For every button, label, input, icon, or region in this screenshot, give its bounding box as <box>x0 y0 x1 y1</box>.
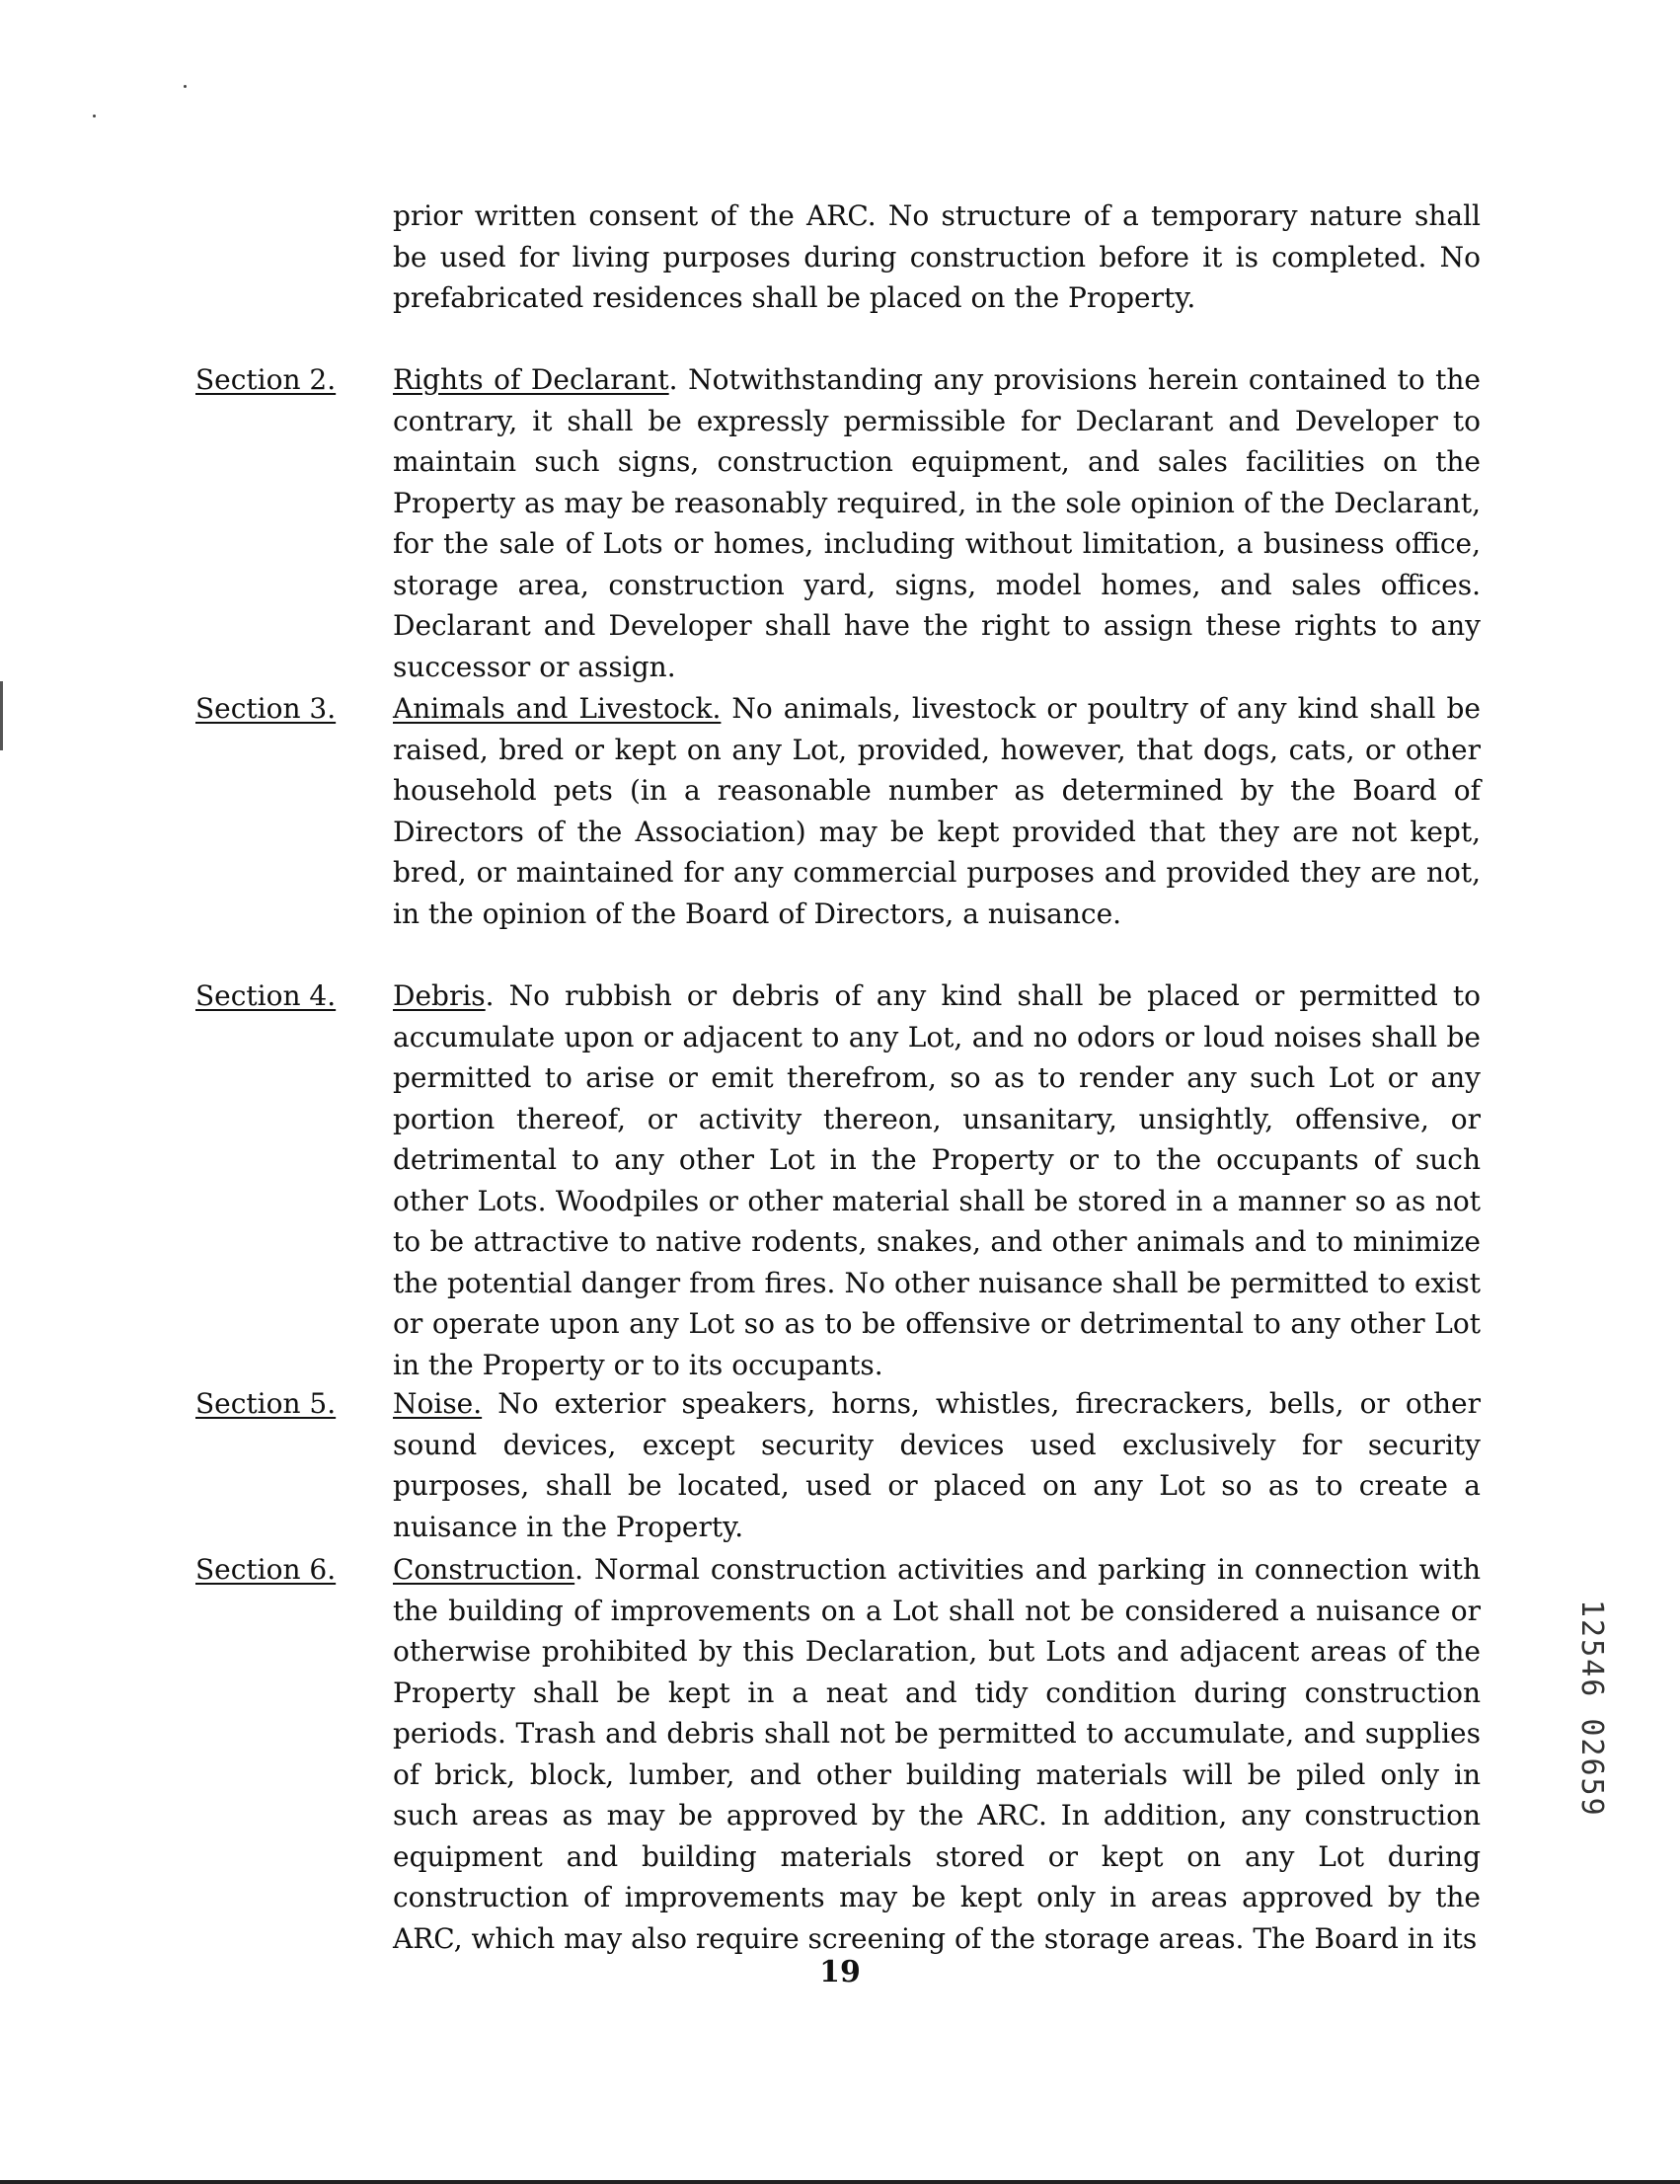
section-2-heading: Rights of Declarant <box>393 363 669 396</box>
section-3-text: No animals, livestock or poultry of any kind shall be raised, bred or kept on any Lot, provided, however, that dogs, cats, or other household pets (in a reasonable number as determined by the Board of Directors of the Association) may be kept provided that they are not kept, bred, or maintained for any commercial purposes and provided they are not, in the opinion of the Board of Directors, a nuisance. <box>393 692 1481 930</box>
margin-recording-stamp <box>1574 1599 1629 1856</box>
section-2-body <box>393 359 1481 687</box>
section-4-body <box>393 975 1481 1385</box>
section-6-text: . Normal construction activities and parking in connection with the building of improvements on a Lot shall not be considered a nuisance or otherwise prohibited by this Declaration, but Lots and adjacent areas of the Property shall be kept in a neat and tidy condition during construction periods. Trash and debris shall not be permitted to accumulate, and supplies of brick, block, lumber, and other building materials will be piled only in such areas as may be approved by the ARC. In addition, any construction equipment and building materials stored or kept on any Lot during construction of improvements may be kept only in areas approved by the ARC, which may also require screening of the storage areas. The Board in its <box>393 1553 1481 1955</box>
section-6-body <box>393 1549 1481 1959</box>
section-4-label: Section 4. <box>195 979 337 1012</box>
section-6-label: Section 6. <box>195 1553 337 1586</box>
scan-edge-mark <box>0 681 3 750</box>
section-5-heading: Noise. <box>393 1387 483 1420</box>
intro-paragraph: prior written consent of the ARC. No structure of a temporary nature shall be used for living purposes during construction before it is completed. No prefabricated residences shall be placed on the Property. <box>393 199 1481 314</box>
section-4-text: . No rubbish or debris of any kind shall be placed or permitted to accumulate upon or adjacent to any Lot, and no odors or loud noises shall be permitted to arise or emit therefrom, so as to render any such Lot or any portion thereof, or activity thereon, unsanitary, unsightly, offensive, or detrimental to any other Lot in the Property or to the occupants of such other Lots. Woodpiles or other material shall be stored in a manner so as not to be attractive to native rodents, snakes, and other animals and to minimize the potential danger from fires. No other nuisance shall be permitted to exist or operate upon any Lot so as to be offensive or detrimental to any other Lot in the Property or to its occupants. <box>393 979 1481 1381</box>
section-5-label: Section 5. <box>195 1387 337 1420</box>
section-3-label: Section 3. <box>195 692 337 725</box>
section-3-body <box>393 688 1481 934</box>
margin-stamp-text: 12546 02659 <box>1574 1599 1609 1818</box>
section-4-heading: Debris <box>393 979 486 1012</box>
scan-speck <box>184 85 187 88</box>
scan-speck <box>93 115 96 117</box>
scan-bottom-edge <box>0 2180 1680 2184</box>
section-6-heading: Construction <box>393 1553 575 1586</box>
section-2-text: . Notwithstanding any provisions herein contained to the contrary, it shall be expressly permissible for Declarant and Developer to maintain such signs, construction equipment, and sales facilities on the Property as may be reasonably required, in the sole opinion of the Declarant, for the sale of Lots or homes, including without limitation, a business office, storage area, construction yard, signs, model homes, and sales offices. Declarant and Developer shall have the right to assign these rights to any successor or assign. <box>393 363 1481 683</box>
section-5-text: No exterior speakers, horns, whistles, firecrackers, bells, or other sound devices, except security devices used exclusively for security purposes, shall be located, used or placed on any Lot so as to create a nuisance in the Property. <box>393 1387 1481 1543</box>
section-2-label: Section 2. <box>195 363 337 396</box>
section-3-heading: Animals and Livestock. <box>393 692 722 725</box>
section-5-body <box>393 1383 1481 1547</box>
page-number: 19 <box>819 1955 861 1989</box>
